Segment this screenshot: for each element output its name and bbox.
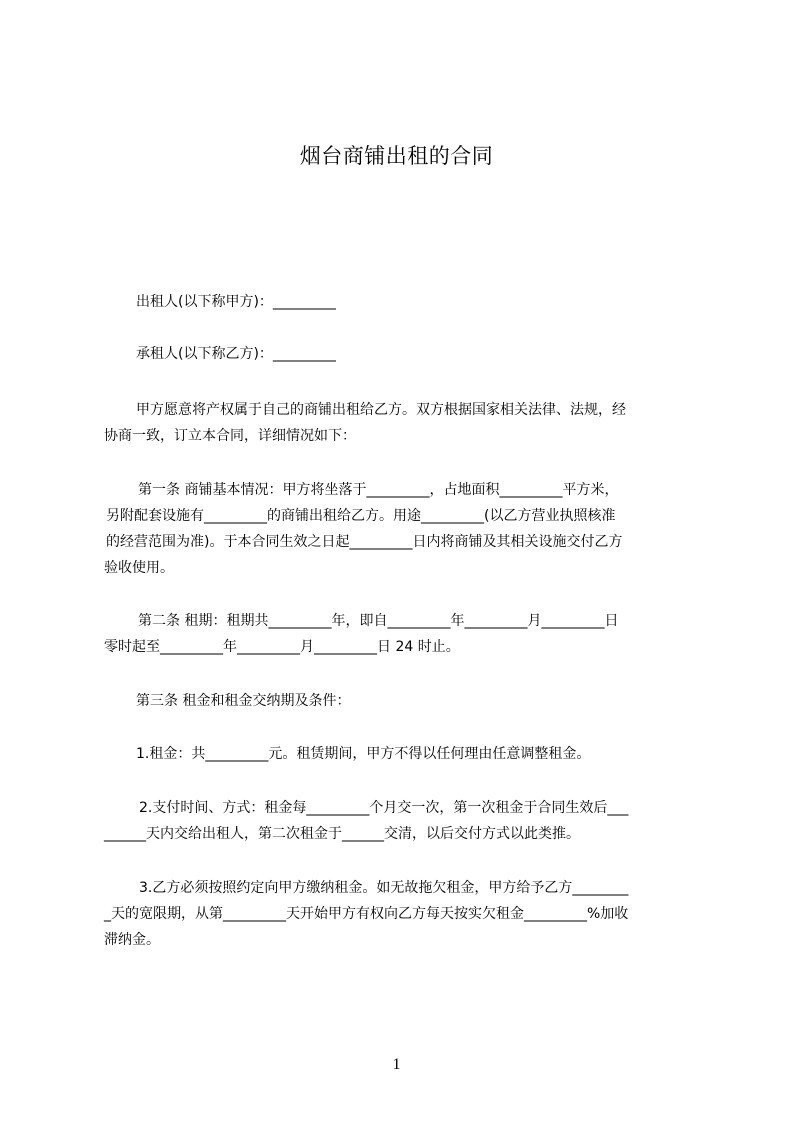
lessee-line: 承租人(以下称乙方)：_________ [136, 346, 336, 362]
article-3-item-2-line-2: ______天内交给出租人，第二次租金于______交清，以后交付方式以此类推。 [104, 826, 580, 842]
intro-line-2: 协商一致，订立本合同，详细情况如下： [104, 428, 356, 444]
article-3-heading: 第三条 租金和租金交纳期及条件： [136, 693, 351, 709]
article-3-item-3-line-3: 滞纳金。 [104, 932, 160, 948]
intro-line-1: 甲方愿意将产权属于自己的商铺出租给乙方。双方根据国家相关法律、法规，经 [136, 402, 626, 418]
article-2-line-2: 零时起至_________年_________月_________日 24 时止。 [104, 639, 460, 655]
lessor-line: 出租人(以下称甲方)：_________ [136, 294, 336, 310]
article-1-line-2: 另附配套设施有_________的商铺出租给乙方。用途_________(以乙方营业执照核准 [106, 508, 616, 524]
article-2-line-1: 第二条 租期：租期共_________年，即自_________年_________月_________日 [138, 613, 619, 629]
article-1-line-3: 的经营范围为准)。于本合同生效之日起_________日内将商铺及其相关设施交付乙方 [106, 534, 623, 550]
article-3-item-2-line-1: 2.支付时间、方式：租金每_________个月交一次，第一次租金于合同生效后___ [139, 800, 629, 816]
article-3-item-1: 1.租金：共_________元。租赁期间，甲方不得以任何理由任意调整租金。 [136, 746, 591, 762]
article-3-item-3-line-1: 3.乙方必须按照约定向甲方缴纳租金。如无故拖欠租金，甲方给予乙方________ [139, 880, 629, 896]
article-1-line-4: 验收使用。 [104, 560, 174, 576]
page-title: 烟台商铺出租的合同 [299, 144, 494, 168]
page-number: 1 [392, 1056, 401, 1073]
article-3-item-3-line-2: _天的宽限期，从第_________天开始甲方有权向乙方每天按实欠租金_________%加收 [104, 906, 629, 922]
article-1-line-1: 第一条 商铺基本情况：甲方将坐落于_________，占地面积_________平方米， [138, 482, 619, 498]
